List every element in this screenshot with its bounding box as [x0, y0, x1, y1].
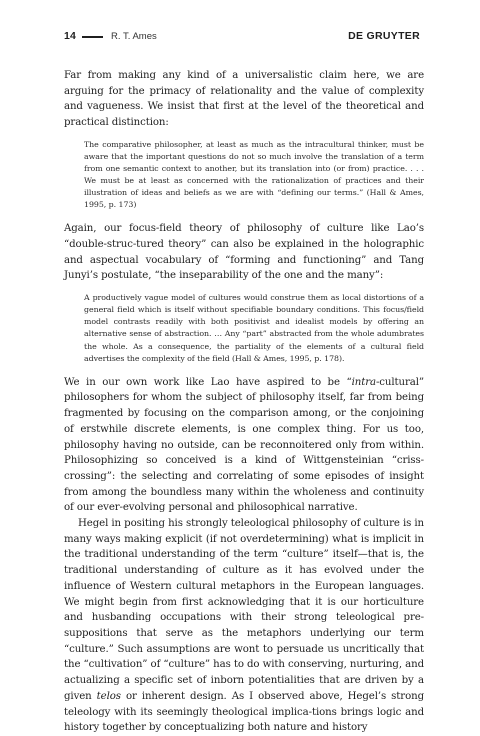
paragraph-2: Again, our focus-field theory of philosophy of culture like Lao’s “double-struc-tured theory” can also be explained in the holographic and aspectual vocabulary of “forming and functioning” and Tang Junyi’s postulate, “the inseparability of the one and the many”: [64, 223, 424, 282]
paragraph-4-italic: telos [96, 690, 121, 702]
paragraph-3-text-a: We in our own work like Lao have aspired to be “ [64, 376, 352, 388]
paragraph-4-text-b: or inherent design. As I observed above, Hegel’s strong teleology with its seemingly theological implica-tions brings logic and history together by conceptualizing both nature and history [64, 690, 424, 734]
paragraph-1: Far from making any kind of a universalistic claim here, we are arguing for the primacy of relationality and the value of complexity and vagueness. We insist that first at the level of the theoretical and practical distinction: [64, 70, 424, 129]
page-number: 14 [64, 30, 77, 42]
block-quote-1: The comparative philosopher, at least as much as the intracultural thinker, must be aware that the important questions do not so much involve the translation of a term from one semantic context to another, but its translation into (or from) practice. . . . We must be at least as concerned with the rationalization of practices and their illustration of ideas and beliefs as we are with “defining our terms.” (Hall & Ames, 1995, p. 173) [84, 139, 424, 210]
paragraph-3-italic: intra [351, 376, 376, 388]
publisher-name: DE GRUYTER [348, 30, 420, 42]
paragraph-4 [64, 516, 424, 736]
main-text [64, 68, 424, 736]
paragraph-3-text-b: -cultural” philosophers for whom the subject of philosophy itself, far from being fragmented by focusing on the comparison among, or the conjoining of erstwhile discrete elements, is one complex thing. For us too, philosophy having no outside, can be reconnoitered only from within. Philosophizing so conceived is a kind of Wittgensteinian “criss-crossing”: the selecting and correlating of some episodes of insight from among the boundless many within the wholeness and continuity of our ever-evolving personal and philosophical narrative. [64, 376, 424, 514]
page-header [64, 30, 420, 46]
paragraph-3 [64, 375, 424, 516]
block-quote-2: A productively vague model of cultures would construe them as local distortions of a general field which is itself without specifiable boundary conditions. This focus/field model contrasts readily with both positivist and idealist models by offering an alternative sense of abstraction. … Any “part” abstracted from the whole adumbrates the whole. As a consequence, the partiality of the elements of a cultural field advertises the complexity of the field (Hall & Ames, 1995, p. 178). [84, 293, 424, 363]
header-rule [82, 36, 103, 38]
paragraph-4-text-a: Hegel in positing his strongly teleological philosophy of culture is in many ways making explicit (if not overdetermining) what is implicit in the traditional understanding of the term “culture” itself—that is, the traditional understanding of culture as it has evolved under the influence of Western cultural metaphors in the European languages. We might begin from first acknowledging that it is our horticulture and husbanding occupations with their strong teleological pre-suppositions that serve as the metaphors underlying our term “culture.” Such assumptions are wont to persuade us uncritically that the “cultivation” of “culture” has to do with conserving, nurturing, and actualizing a specific set of inborn potentialities that are driven by a given [64, 518, 424, 702]
running-head-author: R. T. Ames [111, 30, 157, 42]
